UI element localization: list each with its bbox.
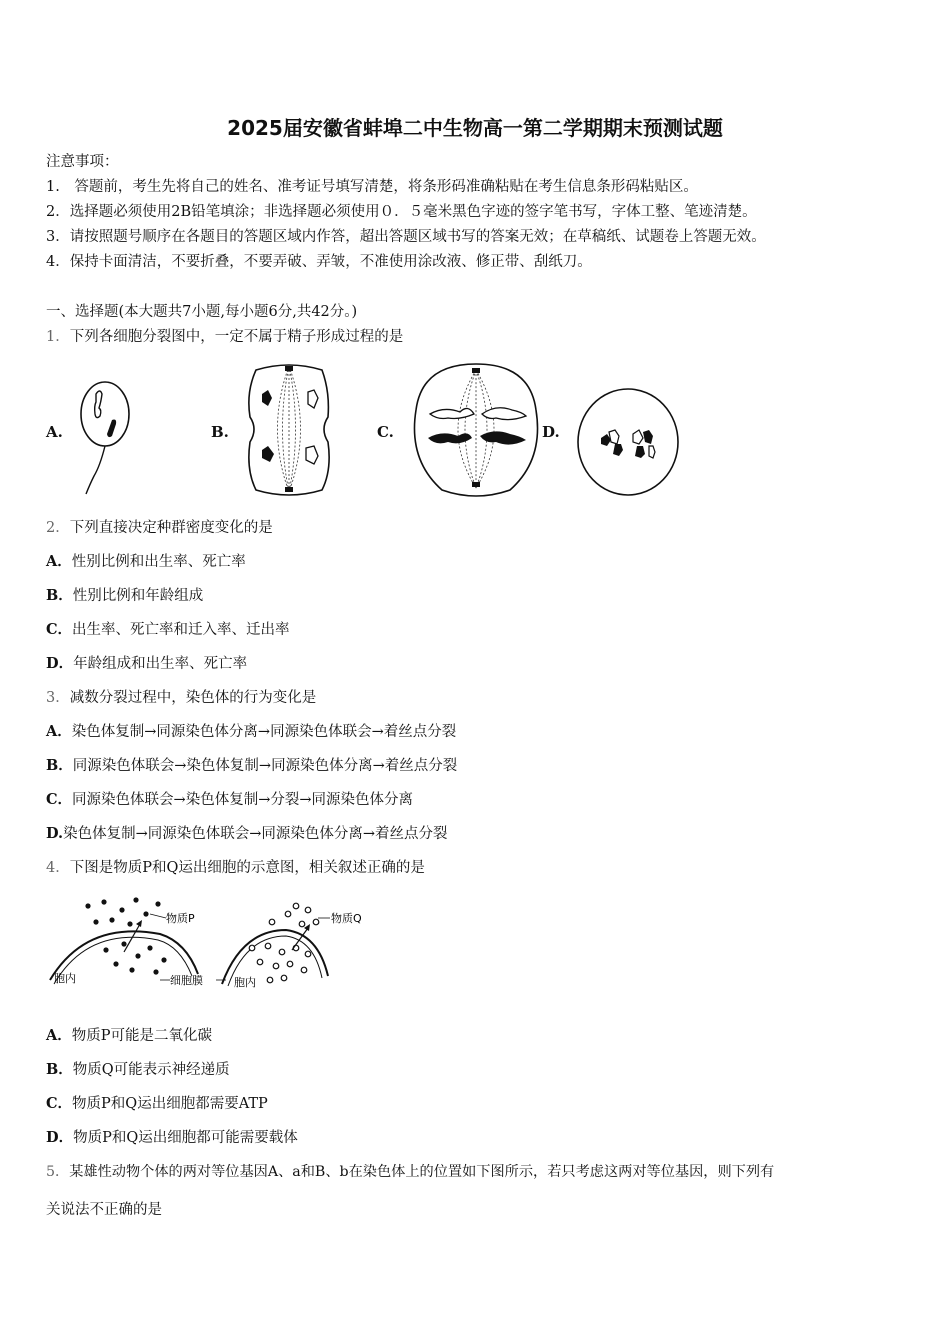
inside-left: 胞内	[54, 972, 76, 985]
option-item	[46, 790, 413, 810]
option-text: 性别比例和出生率、死亡率	[71, 554, 246, 570]
metaphase-cell-figure-c	[410, 360, 542, 500]
option-a-label: A.	[46, 423, 63, 441]
option-item	[46, 552, 246, 572]
question-stem: 下图是物质P和Q运出细胞的示意图，相关叙述正确的是	[69, 860, 425, 876]
option-text: 年龄组成和出生率、死亡率	[73, 656, 248, 672]
option-text: 染色体复制→同源染色体联会→同源染色体分离→着丝点分裂	[63, 826, 448, 842]
question-5-continued: 关说法不正确的是	[46, 1202, 162, 1218]
section-heading: 一、选择题(本大题共7小题,每小题6分,共42分。)	[46, 304, 358, 320]
question-4	[46, 858, 425, 878]
option-text: 同源染色体联会→染色体复制→分裂→同源染色体分离	[72, 792, 413, 808]
notice-item: 1. 答题前，考生先将自己的姓名、准考证号填写清楚，将条形码准确粘贴在考生信息条形码粘贴区。	[46, 179, 698, 195]
question-number: 1．	[46, 329, 70, 345]
page-title: 2025届安徽省蚌埠二中生物高一第二学期期末预测试题	[227, 116, 723, 140]
option-label: A．	[46, 723, 72, 740]
question-number: 3．	[46, 690, 70, 706]
option-label: C．	[46, 1095, 73, 1112]
question-3	[46, 688, 316, 708]
option-text: 染色体复制→同源染色体分离→同源染色体联会→着丝点分裂	[71, 724, 457, 740]
sperm-cell-figure	[72, 376, 142, 496]
option-d-label: D.	[542, 423, 560, 441]
option-item	[46, 824, 448, 844]
question-5	[46, 1162, 774, 1182]
question-1	[46, 327, 403, 347]
question-number: 5．	[46, 1164, 70, 1180]
option-label: B．	[46, 757, 73, 774]
transport-figure	[46, 894, 386, 1004]
option-item	[46, 1094, 268, 1114]
question-number: 2．	[46, 520, 70, 536]
option-item	[46, 1026, 212, 1046]
option-item	[46, 654, 247, 674]
meiosis-cell-figure-d	[575, 386, 681, 498]
anaphase-cell-figure-b	[244, 362, 334, 497]
option-text: 物质P可能是二氧化碳	[71, 1028, 213, 1044]
option-text: 物质P和Q运出细胞都可能需要载体	[73, 1130, 298, 1146]
option-text: 物质Q可能表示神经递质	[72, 1062, 230, 1078]
option-label: C．	[46, 791, 73, 808]
question-stem: 减数分裂过程中，染色体的行为变化是	[69, 690, 317, 706]
option-item	[46, 722, 456, 742]
option-text: 出生率、死亡率和迁入率、迁出率	[72, 622, 290, 638]
membrane-label: 细胞膜	[170, 974, 203, 987]
option-item	[46, 1060, 230, 1080]
option-label: B．	[46, 587, 73, 604]
option-text: 同源染色体联会→染色体复制→同源染色体分离→着丝点分裂	[72, 758, 458, 774]
notice-heading: 注意事项：	[46, 154, 119, 170]
label-q: 物质Q	[331, 912, 362, 925]
notice-item: 3．请按照题号顺序在各题目的答题区域内作答，超出答题区域书写的答案无效；在草稿纸、试题卷上答题无效。	[46, 229, 766, 245]
option-label: D．	[46, 1129, 74, 1146]
option-label: A．	[46, 553, 72, 570]
question-2	[46, 518, 273, 538]
option-text: 物质P和Q运出细胞都需要ATP	[72, 1096, 268, 1112]
question-stem: 下列各细胞分裂图中，一定不属于精子形成过程的是	[69, 329, 404, 345]
option-item	[46, 620, 290, 640]
notice-item: 4．保持卡面清洁，不要折叠，不要弄破、弄皱，不准使用涂改液、修正带、刮纸刀。	[46, 254, 592, 270]
label-p: 物质P	[166, 912, 195, 925]
option-c-label: C.	[377, 423, 394, 441]
inside-right: 胞内	[234, 976, 256, 989]
option-item	[46, 756, 457, 776]
option-label: B．	[46, 1061, 73, 1078]
option-label: A．	[46, 1027, 72, 1044]
question-stem: 某雄性动物个体的两对等位基因A、a和B、b在染色体上的位置如下图所示，若只考虑这两对等位基因，则下列有	[69, 1164, 775, 1180]
option-b-label: B.	[211, 423, 229, 441]
option-label: D．	[46, 655, 74, 672]
option-text: 性别比例和年龄组成	[72, 588, 204, 604]
option-label: D.	[46, 825, 64, 842]
question-stem: 下列直接决定种群密度变化的是	[69, 520, 273, 536]
option-item	[46, 1128, 298, 1148]
option-item	[46, 586, 203, 606]
notice-item: 2．选择题必须使用2B铅笔填涂；非选择题必须使用０．５毫米黑色字迹的签字笔书写，字体工整、笔迹清楚。	[46, 204, 757, 220]
option-label: C．	[46, 621, 73, 638]
question-number: 4．	[46, 860, 70, 876]
